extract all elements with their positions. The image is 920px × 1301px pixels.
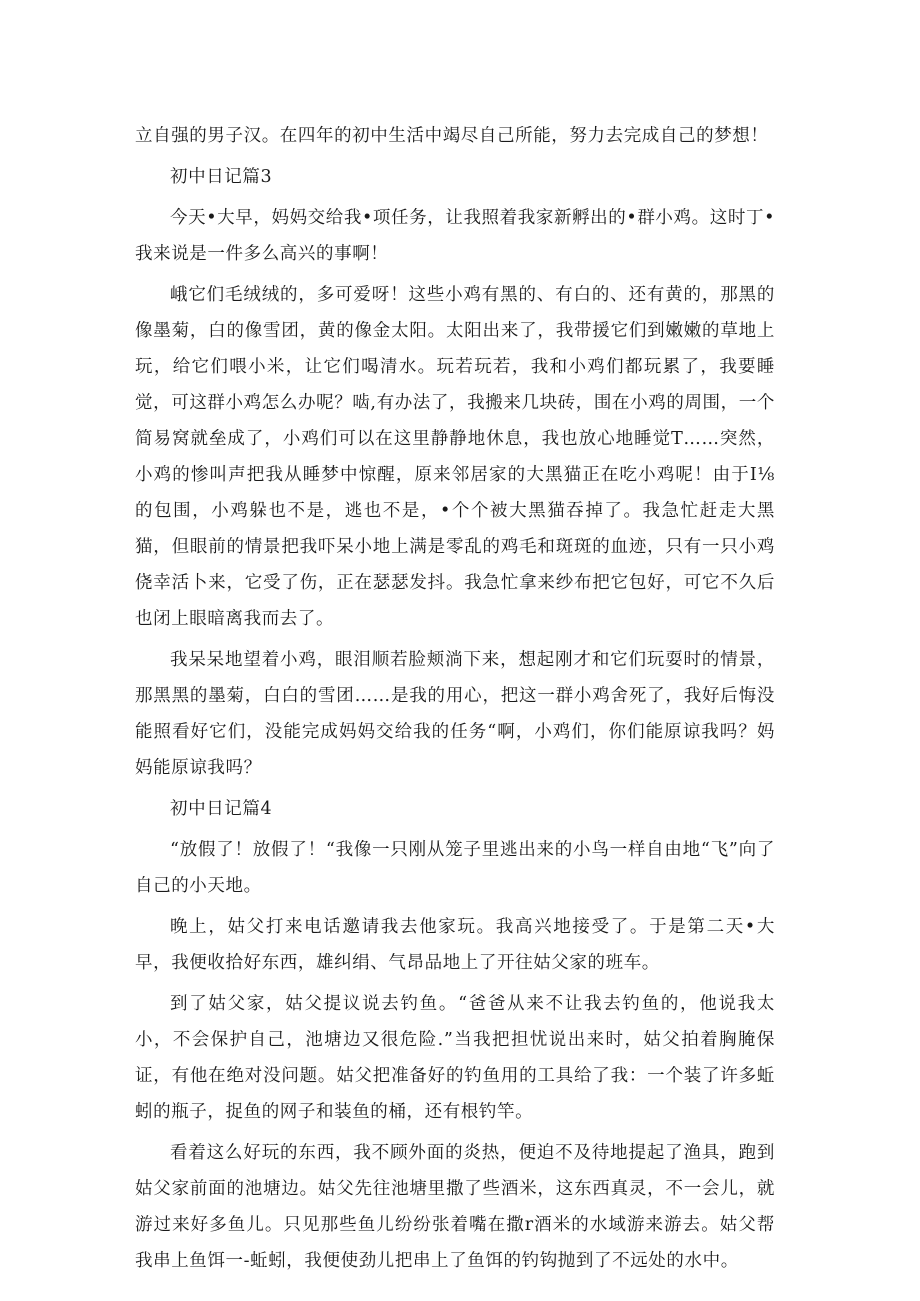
paragraph: “放假了！放假了！“我像一只刚从笼子里逃出来的小鸟一样自由地“飞”向了自己的小天地。 (135, 840, 775, 896)
paragraph: 今天•大早，妈妈交给我•项任务，让我照着我家新孵出的•群小鸡。这时丁•我来说是一件多么高兴的事啊！ (135, 208, 775, 264)
paragraph: 我呆呆地望着小鸡，眼泪顺若脸颊淌下来，想起刚才和它们玩耍时的情景，那黑黑的墨菊，白白的雪团……是我的用心，把这一群小鸡舍死了，我好后悔没能照看好它们，没能完成妈妈交给我的任务“啊，小鸡们，你们能原谅我吗？妈妈能原谅我吗？ (135, 650, 775, 778)
paragraph: 峨它们毛绒绒的，多可爱呀！这些小鸡有黑的、有白的、还有黄的，那黑的像墨菊，白的像雪团，黄的像金太阳。太阳出来了，我带援它们到嫩嫩的草地上玩，给它们喂小米，让它们喝清水。玩若玩若，我和小鸡们都玩累了，我要睡觉，可这群小鸡怎么办呢？啮,有办法了，我搬来几块砖，围在小鸡的周围，一个简易窝就垒成了，小鸡们可以在这里静静地休息，我也放心地睡觉T……突然，小鸡的惨叫声把我从睡梦中惊醒，原来邻居家的大黑猫正在吃小鸡呢！由于I⅛的包围，小鸡躲也不是，逃也不是，•个个被大黑猫吞掉了。我急忙赶走大黑猫，但眼前的情景把我吓呆小地上满是零乱的鸡毛和斑斑的血迹，只有一只小鸡侥幸活卜来，它受了伤，正在瑟瑟发抖。我急忙拿来纱布把它包好，可它不久后也闭上眼暗离我而去了。 (135, 285, 775, 629)
paragraph: 到了姑父家，姑父提议说去钓鱼。“爸爸从来不让我去钓鱼的，他说我太小，不会保护自己，池塘边又很危险.”当我把担忧说出来时，姑父拍着胸腌保证，有他在绝对没问题。姑父把准备好的钓鱼用的工具给了我：一个装了许多蚯蚓的瓶子，捉鱼的网子和装鱼的桶，还有根钓竿。 (135, 994, 775, 1122)
paragraph: 晚上，姑父打来电话邀请我去他家玩。我高兴地接受了。于是第二天•大早，我便收拾好东西，雄纠绢、气昂品地上了开往姑父家的班车。 (135, 917, 775, 973)
section-heading-4: 初中日记篇4 (170, 799, 273, 819)
paragraph: 看着这么好玩的东西，我不顾外面的炎热，便迫不及待地提起了渔具，跑到姑父家前面的池塘边。姑父先往池塘里撒了些酒米，这东西真灵，不一会儿，就游过来好多鱼儿。只见那些鱼儿纷纷张着嘴在撒r酒米的水域游来游去。姑父帮我串上鱼饵一-蚯蚓，我便使劲儿把串上了鱼饵的钓钩抛到了不远处的水中。 (135, 1143, 775, 1271)
section-heading-3: 初中日记篇3 (170, 167, 273, 187)
paragraph-continuation: 立自强的男子汉。在四年的初中生活中竭尽自己所能，努力去完成自己的梦想！ (135, 126, 769, 146)
document-body (135, 118, 775, 1284)
